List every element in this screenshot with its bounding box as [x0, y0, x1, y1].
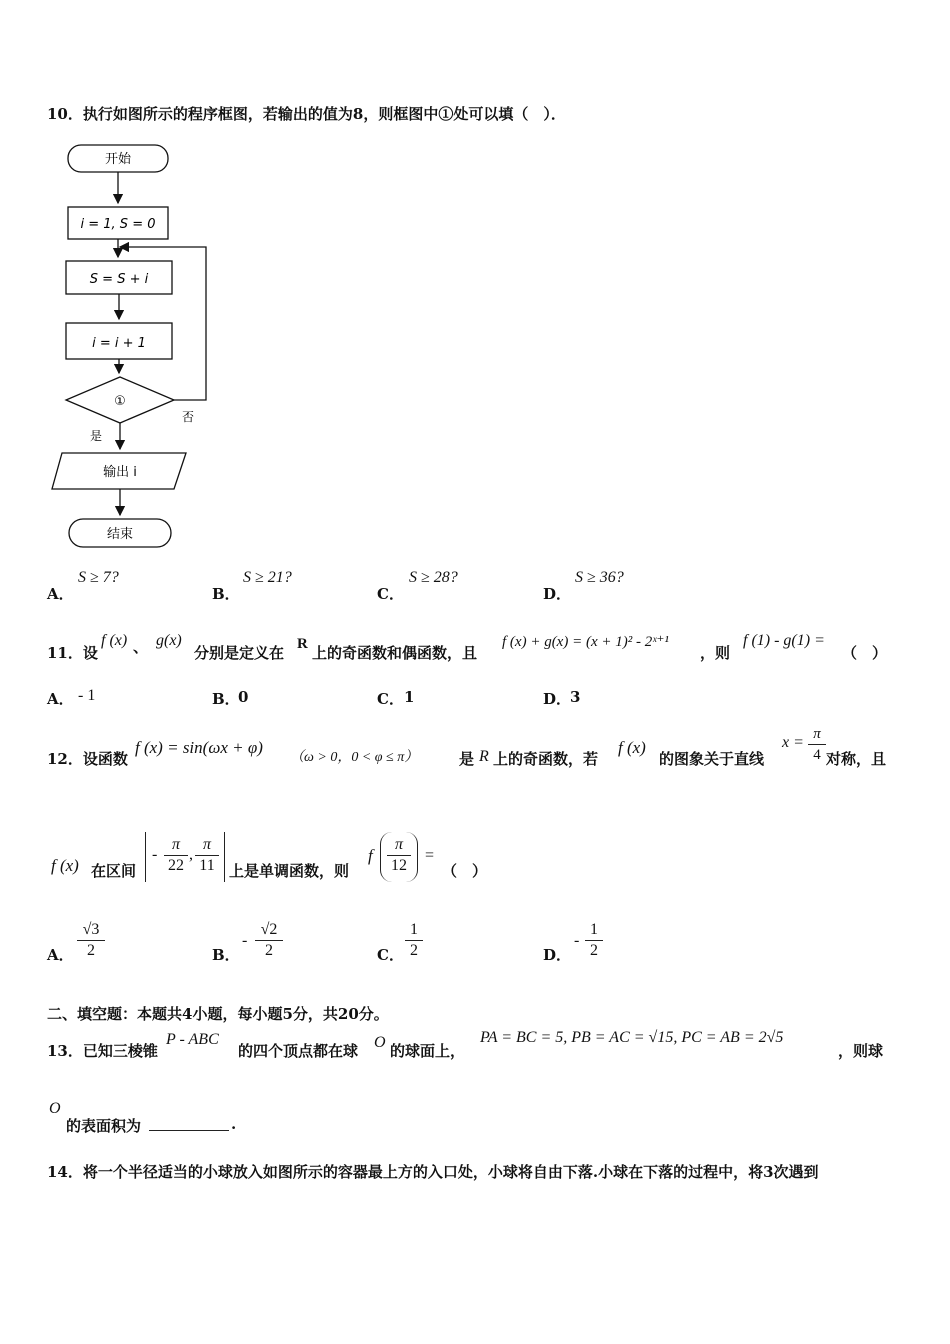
q11-option-b-label: B．	[212, 690, 240, 708]
q12-int-n2: π	[195, 835, 219, 856]
q11-mid: 分别是定义在	[194, 644, 285, 662]
q11-option-a: - 1	[78, 687, 96, 704]
q12-option-d-sign: -	[574, 932, 580, 949]
q12-line2-b: 上是单调函数，则	[229, 862, 350, 880]
q11-g: g(x)	[156, 632, 182, 649]
q13-line2-O: O	[49, 1100, 61, 1117]
flow-no-label: 否	[182, 410, 195, 424]
q11-paren: （ ）	[842, 644, 888, 662]
q12-option-a-label: A．	[47, 946, 74, 964]
q12-ask-paren	[380, 832, 418, 882]
q11-sep: 、	[133, 638, 149, 656]
flow-start-text: 开始	[104, 152, 132, 167]
q13-answer-blank[interactable]	[149, 1112, 229, 1131]
q13-line2-end: .	[231, 1115, 237, 1133]
q12-option-b	[255, 920, 283, 961]
q10-option-b: S ≥ 21?	[243, 569, 292, 586]
q12-int-frac1	[164, 835, 188, 876]
q12-line-den: 4	[813, 747, 821, 763]
q14-text: 14．将一个半径适当的小球放入如图所示的容器最上方的入口处，小球将自由下落.小球在下落的过程中，将3次遇到	[47, 1163, 819, 1181]
q12-mid3: 的图象关于直线	[659, 750, 765, 768]
q12-int-frac2	[195, 835, 219, 876]
q12-option-d	[585, 920, 603, 961]
q13-pyramid: P - ABC	[166, 1031, 219, 1048]
q13-line2: 的表面积为	[66, 1117, 142, 1135]
q12-tail: 对称，且	[826, 750, 887, 768]
q12-paren: （ ）	[442, 862, 488, 880]
q13-tail: ，则球	[838, 1042, 884, 1060]
q11-ask: f (1) - g(1) =	[743, 632, 825, 649]
q13-mid2: 的球面上，	[390, 1042, 466, 1060]
q11-then: ，则	[700, 644, 731, 662]
q11-option-d: 3	[570, 688, 581, 706]
q12-line-x: x =	[782, 734, 804, 751]
q10-option-a: S ≥ 7?	[78, 569, 119, 586]
q12-fx: f (x)	[618, 738, 646, 757]
q10-flowchart	[40, 135, 240, 555]
q12-line2-f: f (x)	[51, 856, 79, 875]
q12-int-comma: ,	[189, 846, 193, 863]
q12-line-fraction	[808, 724, 826, 765]
q12-mid2: 上的奇函数，若	[493, 750, 599, 768]
q13-mid: 的四个顶点都在球	[238, 1042, 359, 1060]
q12-interval	[145, 832, 225, 882]
q12-option-d-label: D．	[543, 946, 572, 964]
flow-incr-text: i = i + 1	[92, 336, 146, 351]
q12-option-b-sign: -	[242, 932, 248, 949]
q12-option-b-den: 2	[265, 942, 273, 959]
q12-option-a-num: √3	[77, 920, 105, 941]
q12-option-b-label: B．	[212, 946, 240, 964]
q13-prefix: 13．已知三棱锥	[47, 1042, 158, 1060]
q11-option-c: 1	[404, 688, 415, 706]
q10-option-b-label: B．	[212, 585, 240, 603]
q13-cond: PA = BC = 5, PB = AC = √15, PC = AB = 2√5	[480, 1029, 784, 1046]
flow-end-text: 结束	[106, 527, 134, 542]
q12-mid: 是	[459, 750, 475, 768]
q11-mid2: 上的奇函数和偶函数，且	[312, 644, 478, 662]
q12-option-a-den: 2	[87, 942, 95, 959]
q11-prefix: 11．设	[47, 644, 98, 662]
flow-accum-text: S = S + i	[89, 272, 149, 287]
q12-option-a	[77, 920, 105, 961]
q12-line2-a: 在区间	[91, 862, 137, 880]
q12-option-c	[405, 920, 423, 961]
flow-output-text: 输出 i	[103, 465, 137, 480]
q11-option-a-label: A．	[47, 690, 74, 708]
q11-eq: f (x) + g(x) = (x + 1)² - 2ˣ⁺¹	[502, 634, 669, 650]
q12-prefix: 12．设函数	[47, 750, 128, 768]
q11-f: f (x)	[101, 632, 128, 649]
q12-option-d-num: 1	[585, 920, 603, 941]
q10-option-c-label: C．	[377, 585, 404, 603]
q11-option-c-label: C．	[377, 690, 404, 708]
q11-option-b: 0	[238, 688, 249, 706]
q12-option-c-num: 1	[405, 920, 423, 941]
q12-option-c-label: C．	[377, 946, 404, 964]
flow-init-text: i = 1, S = 0	[80, 217, 156, 232]
q12-ask-den: 12	[391, 857, 407, 874]
q11-option-d-label: D．	[543, 690, 572, 708]
q12-func: f (x) = sin(ωx + φ)	[135, 738, 263, 757]
q12-cond: （ω > 0，0 < φ ≤ π）	[290, 750, 419, 765]
q10-stem: 10．执行如图所示的程序框图，若输出的值为8，则框图中①处可以填（ ）．	[47, 105, 566, 123]
section-heading: 二、填空题：本题共4小题，每小题5分，共20分。	[47, 1005, 389, 1023]
flow-yes-label: 是	[90, 429, 103, 443]
q12-option-d-den: 2	[590, 942, 598, 959]
flow-condition-text: ①	[114, 394, 126, 409]
q10-option-a-label: A．	[47, 585, 74, 603]
q12-option-c-den: 2	[410, 942, 418, 959]
q10-option-d: S ≥ 36?	[575, 569, 624, 586]
q12-option-b-num: √2	[255, 920, 283, 941]
q12-R: R	[479, 748, 489, 765]
q11-R: R	[297, 636, 308, 652]
q12-line-num: π	[808, 724, 826, 745]
q12-ask-frac	[387, 835, 411, 876]
q13-O: O	[374, 1034, 386, 1051]
q12-ask-eq: =	[425, 847, 435, 864]
q12-int-neg: -	[152, 846, 158, 863]
q12-int-n1: π	[164, 835, 188, 856]
q12-int-d2: 11	[199, 857, 215, 874]
q10-option-d-label: D．	[543, 585, 572, 603]
q12-ask-num: π	[387, 835, 411, 856]
q12-int-d1: 22	[168, 857, 184, 874]
q12-ask-f: f	[368, 846, 373, 865]
q10-option-c: S ≥ 28?	[409, 569, 458, 586]
